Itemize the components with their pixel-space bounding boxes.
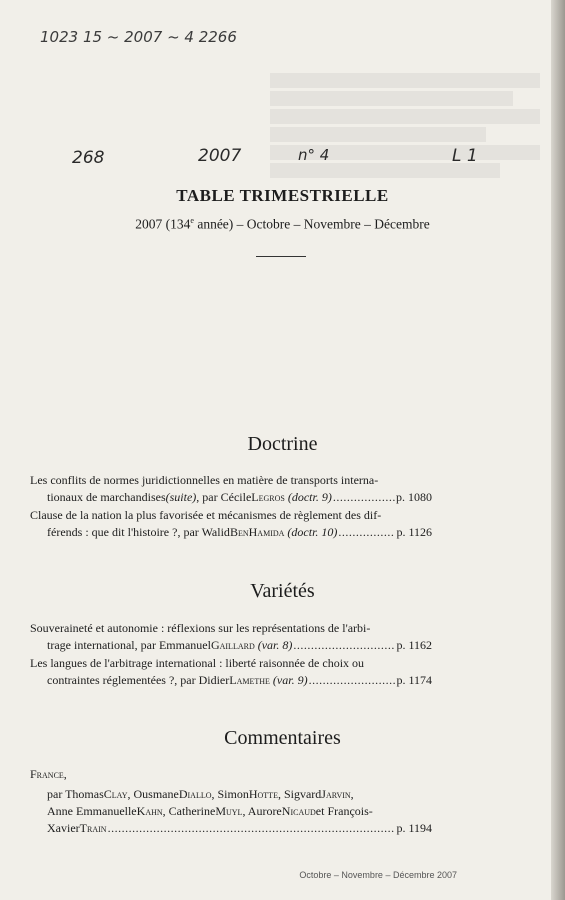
handwritten-mark-no: n° 4 — [298, 146, 330, 164]
title-rule — [256, 256, 306, 257]
section-title-commentaires: Commentaires — [224, 727, 341, 749]
toc-entry[interactable]: par Thomas C lay , Ousmane D iallo , Simon H otte , Sigvard J arvin , Anne Emmanuelle K ahn , Catherine M uyl , Aurore N icaud et François- Xavier T rain ..... p. 1194 — [30, 786, 432, 837]
page-subtitle: 2007 (134e année) – Octobre – Novembre – Décembre — [135, 216, 430, 232]
toc-entry[interactable]: Les langues de l'arbitrage international : liberté raisonnée de choix ou contraintes réglementées ?, par Didier L amethe (var. 9) ..... p. 1174 — [30, 655, 432, 689]
page-title: TABLE TRIMESTRIELLE — [176, 186, 389, 205]
bleed-through — [270, 70, 540, 181]
page-number: p. 1126 — [396, 525, 432, 539]
page-number: p. 1174 — [396, 673, 432, 687]
page-number: p. 1162 — [396, 638, 432, 652]
toc-entry[interactable]: Clause de la nation la plus favorisée et mécanismes de règlement des dif- férends : que dit l'histoire ?, par Walid B en H amida (doctr. 10) ..... p. 1126 — [30, 507, 432, 541]
handwritten-mark-mid: 2007 — [198, 146, 242, 166]
section-title-varietes: Variétés — [250, 580, 315, 602]
toc-entry[interactable]: Les conflits de normes juridictionnelles en matière de transports interna- tionaux de marchandises (suite) , par Cécile L egros (doctr. 9) ..... p. 1080 — [30, 472, 432, 506]
handwritten-top-line: 1023 15 ~ 2007 ~ 4 2266 — [40, 28, 237, 46]
toc-entry[interactable]: Souveraineté et autonomie : réflexions sur les représentations de l'arbi- trage international, par Emmanuel G aillard (var. 8) ..... p. 1162 — [30, 620, 432, 654]
handwritten-mark-left: 268 — [72, 148, 105, 168]
handwritten-mark-right: L 1 — [452, 146, 478, 166]
page-footer: Octobre – Novembre – Décembre 2007 — [299, 870, 457, 880]
section-title-doctrine: Doctrine — [247, 433, 318, 455]
page-number: p. 1080 — [396, 490, 432, 504]
country-label: France , — [30, 767, 67, 781]
page-number: p. 1194 — [396, 821, 432, 835]
